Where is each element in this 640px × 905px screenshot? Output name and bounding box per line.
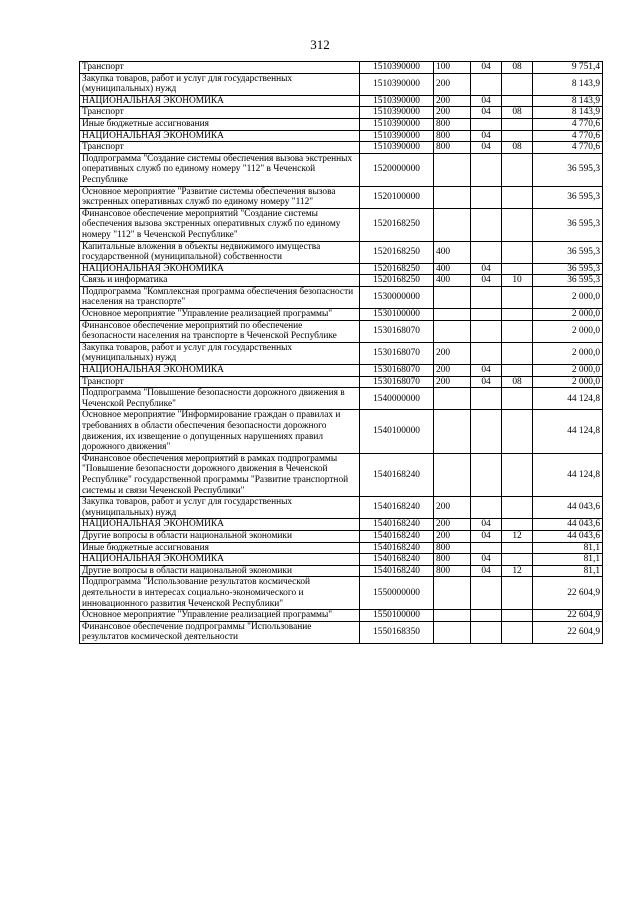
section-code-cell: 04 [471,275,502,287]
table-row [80,554,603,566]
amount-cell: 8 143,9 [533,95,603,107]
row-name-cell: Основное мероприятие "Управление реализацией программы" [80,610,360,622]
target-article-code-cell: 1510390000 [360,118,434,130]
section-code-cell [471,153,502,186]
section-code-cell [471,621,502,643]
amount-cell: 44 043,6 [533,497,603,519]
subsection-code-cell: 08 [502,107,533,119]
table-row [80,118,603,130]
expense-type-code-cell [434,309,471,321]
expense-type-code-cell: 200 [434,365,471,377]
amount-cell: 22 604,9 [533,610,603,622]
expense-type-code-cell [434,320,471,342]
expense-type-code-cell: 200 [434,497,471,519]
amount-cell: 36 595,3 [533,153,603,186]
target-article-code-cell: 1530168070 [360,342,434,364]
row-name-cell: Капитальные вложения в объекты недвижимого имущества государственной (муниципальной) собственности [80,241,360,263]
subsection-code-cell [502,309,533,321]
target-article-code-cell: 1510390000 [360,62,434,74]
row-name-cell: Транспорт [80,62,360,74]
table-row [80,208,603,241]
section-code-cell [471,577,502,610]
row-name-cell: Транспорт [80,142,360,154]
budget-table [79,61,603,644]
table-row [80,286,603,308]
amount-cell: 2 000,0 [533,309,603,321]
target-article-code-cell: 1530168070 [360,376,434,388]
row-name-cell: Финансовое обеспечение мероприятий по обеспечение безопасности населения на транспорте в Чеченской Республике [80,320,360,342]
row-name-cell: Подпрограмма "Использование результатов космической деятельности в интересах социально-экономического и инновационного развития Чеченской Республики" [80,577,360,610]
subsection-code-cell: 10 [502,275,533,287]
subsection-code-cell [502,610,533,622]
amount-cell: 4 770,6 [533,130,603,142]
subsection-code-cell [502,263,533,275]
budget-table-body [80,62,603,644]
section-code-cell [471,286,502,308]
target-article-code-cell: 1530000000 [360,286,434,308]
row-name-cell: Подпрограмма "Комплексная программа обеспечения безопасности населения на транспорте" [80,286,360,308]
amount-cell: 4 770,6 [533,118,603,130]
amount-cell: 2 000,0 [533,365,603,377]
subsection-code-cell [502,577,533,610]
expense-type-code-cell [434,388,471,410]
target-article-code-cell: 1520168250 [360,241,434,263]
target-article-code-cell: 1540100000 [360,410,434,453]
target-article-code-cell: 1520168250 [360,263,434,275]
section-code-cell [471,320,502,342]
section-code-cell [471,453,502,496]
subsection-code-cell: 12 [502,530,533,542]
amount-cell: 9 751,4 [533,62,603,74]
target-article-code-cell: 1540168240 [360,519,434,531]
row-name-cell: НАЦИОНАЛЬНАЯ ЭКОНОМИКА [80,130,360,142]
row-name-cell: Финансовое обеспечение мероприятий "Создание системы обеспечения вызова экстренных оперативных служб по единому номеру "112" в Чеченской Республике" [80,208,360,241]
table-row [80,376,603,388]
subsection-code-cell: 08 [502,62,533,74]
table-row [80,62,603,74]
section-code-cell [471,186,502,208]
section-code-cell: 04 [471,107,502,119]
row-name-cell: НАЦИОНАЛЬНАЯ ЭКОНОМИКА [80,519,360,531]
amount-cell: 2 000,0 [533,320,603,342]
table-row [80,275,603,287]
subsection-code-cell [502,519,533,531]
target-article-code-cell: 1530168070 [360,320,434,342]
subsection-code-cell [502,410,533,453]
amount-cell: 8 143,9 [533,107,603,119]
expense-type-code-cell [434,186,471,208]
row-name-cell: Закупка товаров, работ и услуг для государственных (муниципальных) нужд [80,497,360,519]
row-name-cell: Финансовое обеспечение подпрограммы "Использование результатов космической деятельности [80,621,360,643]
expense-type-code-cell: 200 [434,95,471,107]
subsection-code-cell [502,542,533,554]
amount-cell: 8 143,9 [533,73,603,95]
expense-type-code-cell: 800 [434,130,471,142]
section-code-cell [471,118,502,130]
subsection-code-cell: 08 [502,142,533,154]
table-row [80,453,603,496]
subsection-code-cell [502,95,533,107]
expense-type-code-cell: 800 [434,142,471,154]
table-row [80,142,603,154]
expense-type-code-cell: 800 [434,565,471,577]
row-name-cell: Транспорт [80,107,360,119]
section-code-cell: 04 [471,263,502,275]
target-article-code-cell: 1510390000 [360,95,434,107]
amount-cell: 22 604,9 [533,577,603,610]
expense-type-code-cell: 200 [434,530,471,542]
table-row [80,410,603,453]
amount-cell: 44 124,8 [533,453,603,496]
table-row [80,186,603,208]
subsection-code-cell [502,130,533,142]
expense-type-code-cell [434,286,471,308]
expense-type-code-cell [434,453,471,496]
expense-type-code-cell [434,577,471,610]
expense-type-code-cell: 200 [434,73,471,95]
amount-cell: 81,1 [533,554,603,566]
table-row [80,565,603,577]
section-code-cell: 04 [471,95,502,107]
table-row [80,621,603,643]
expense-type-code-cell: 800 [434,554,471,566]
expense-type-code-cell: 800 [434,542,471,554]
subsection-code-cell [502,497,533,519]
section-code-cell [471,610,502,622]
table-row [80,263,603,275]
target-article-code-cell: 1510390000 [360,130,434,142]
amount-cell: 81,1 [533,542,603,554]
expense-type-code-cell [434,153,471,186]
row-name-cell: Основное мероприятие "Развитие системы обеспечения вызова экстренных оперативных служб по единому номеру "112" [80,186,360,208]
section-code-cell [471,410,502,453]
amount-cell: 36 595,3 [533,186,603,208]
expense-type-code-cell [434,410,471,453]
section-code-cell [471,497,502,519]
table-row [80,241,603,263]
subsection-code-cell [502,208,533,241]
subsection-code-cell [502,320,533,342]
row-name-cell: Основное мероприятие "Информирование граждан о правилах и требованиях в области обеспечения безопасности дорожного движения, их извещение о допущенных нарушениях правил дорожного движения" [80,410,360,453]
amount-cell: 36 595,3 [533,208,603,241]
target-article-code-cell: 1540168240 [360,565,434,577]
row-name-cell: Подпрограмма "Создание системы обеспечения вызова экстренных оперативных служб по единому номеру "112" в Чеченской Республике [80,153,360,186]
section-code-cell [471,342,502,364]
subsection-code-cell [502,118,533,130]
amount-cell: 2 000,0 [533,286,603,308]
row-name-cell: НАЦИОНАЛЬНАЯ ЭКОНОМИКА [80,95,360,107]
amount-cell: 81,1 [533,565,603,577]
section-code-cell: 04 [471,130,502,142]
subsection-code-cell [502,241,533,263]
subsection-code-cell [502,453,533,496]
table-row [80,610,603,622]
target-article-code-cell: 1520100000 [360,186,434,208]
row-name-cell: Иные бюджетные ассигнования [80,118,360,130]
target-article-code-cell: 1530100000 [360,309,434,321]
expense-type-code-cell: 400 [434,241,471,263]
subsection-code-cell [502,186,533,208]
table-row [80,519,603,531]
amount-cell: 44 043,6 [533,519,603,531]
table-row [80,577,603,610]
target-article-code-cell: 1540168240 [360,554,434,566]
row-name-cell: Связь и информатика [80,275,360,287]
section-code-cell [471,241,502,263]
section-code-cell: 04 [471,365,502,377]
subsection-code-cell [502,365,533,377]
table-row [80,320,603,342]
section-code-cell: 04 [471,519,502,531]
target-article-code-cell: 1510390000 [360,73,434,95]
row-name-cell: Подпрограмма "Повышение безопасности дорожного движения в Чеченской Республике" [80,388,360,410]
amount-cell: 36 595,3 [533,241,603,263]
target-article-code-cell: 1510390000 [360,107,434,119]
section-code-cell [471,73,502,95]
subsection-code-cell [502,554,533,566]
expense-type-code-cell: 400 [434,275,471,287]
target-article-code-cell: 1530168070 [360,365,434,377]
amount-cell: 4 770,6 [533,142,603,154]
table-row [80,542,603,554]
amount-cell: 2 000,0 [533,342,603,364]
target-article-code-cell: 1540000000 [360,388,434,410]
section-code-cell: 04 [471,142,502,154]
subsection-code-cell [502,388,533,410]
table-row [80,530,603,542]
amount-cell: 44 043,6 [533,530,603,542]
target-article-code-cell: 1520000000 [360,153,434,186]
target-article-code-cell: 1550100000 [360,610,434,622]
row-name-cell: Транспорт [80,376,360,388]
table-row [80,497,603,519]
row-name-cell: Иные бюджетные ассигнования [80,542,360,554]
expense-type-code-cell [434,621,471,643]
row-name-cell: НАЦИОНАЛЬНАЯ ЭКОНОМИКА [80,554,360,566]
section-code-cell: 04 [471,376,502,388]
subsection-code-cell [502,73,533,95]
subsection-code-cell [502,286,533,308]
section-code-cell: 04 [471,62,502,74]
row-name-cell: Другие вопросы в области национальной экономики [80,530,360,542]
row-name-cell: Финансовое обеспечения мероприятий в рамках подпрограммы "Повышение безопасности дорожного движения в Чеченской Республике" государственной программы "Развитие транспортной системы и связи Чеченской Республики" [80,453,360,496]
expense-type-code-cell: 100 [434,62,471,74]
target-article-code-cell: 1540168240 [360,530,434,542]
expense-type-code-cell: 800 [434,118,471,130]
expense-type-code-cell: 200 [434,519,471,531]
target-article-code-cell: 1540168240 [360,453,434,496]
expense-type-code-cell: 400 [434,263,471,275]
target-article-code-cell: 1550000000 [360,577,434,610]
expense-type-code-cell: 200 [434,342,471,364]
subsection-code-cell [502,342,533,364]
target-article-code-cell: 1520168250 [360,208,434,241]
row-name-cell: НАЦИОНАЛЬНАЯ ЭКОНОМИКА [80,365,360,377]
target-article-code-cell: 1540168240 [360,542,434,554]
table-row [80,73,603,95]
amount-cell: 36 595,3 [533,263,603,275]
expense-type-code-cell: 200 [434,107,471,119]
section-code-cell [471,309,502,321]
table-row [80,342,603,364]
subsection-code-cell [502,621,533,643]
row-name-cell: Основное мероприятие "Управление реализацией программы" [80,309,360,321]
section-code-cell [471,208,502,241]
target-article-code-cell: 1540168240 [360,497,434,519]
section-code-cell: 04 [471,565,502,577]
subsection-code-cell [502,153,533,186]
section-code-cell [471,542,502,554]
table-row [80,130,603,142]
target-article-code-cell: 1550168350 [360,621,434,643]
subsection-code-cell: 12 [502,565,533,577]
target-article-code-cell: 1510390000 [360,142,434,154]
table-row [80,95,603,107]
amount-cell: 22 604,9 [533,621,603,643]
section-code-cell: 04 [471,530,502,542]
subsection-code-cell: 08 [502,376,533,388]
row-name-cell: НАЦИОНАЛЬНАЯ ЭКОНОМИКА [80,263,360,275]
target-article-code-cell: 1520168250 [360,275,434,287]
section-code-cell [471,388,502,410]
row-name-cell: Закупка товаров, работ и услуг для государственных (муниципальных) нужд [80,73,360,95]
table-row [80,365,603,377]
amount-cell: 2 000,0 [533,376,603,388]
expense-type-code-cell [434,208,471,241]
table-row [80,388,603,410]
amount-cell: 36 595,3 [533,275,603,287]
row-name-cell: Закупка товаров, работ и услуг для государственных (муниципальных) нужд [80,342,360,364]
expense-type-code-cell [434,610,471,622]
table-row [80,107,603,119]
row-name-cell: Другие вопросы в области национальной экономики [80,565,360,577]
amount-cell: 44 124,8 [533,410,603,453]
table-row [80,153,603,186]
page-number: 312 [310,37,330,52]
expense-type-code-cell: 200 [434,376,471,388]
amount-cell: 44 124,8 [533,388,603,410]
section-code-cell: 04 [471,554,502,566]
table-row [80,309,603,321]
